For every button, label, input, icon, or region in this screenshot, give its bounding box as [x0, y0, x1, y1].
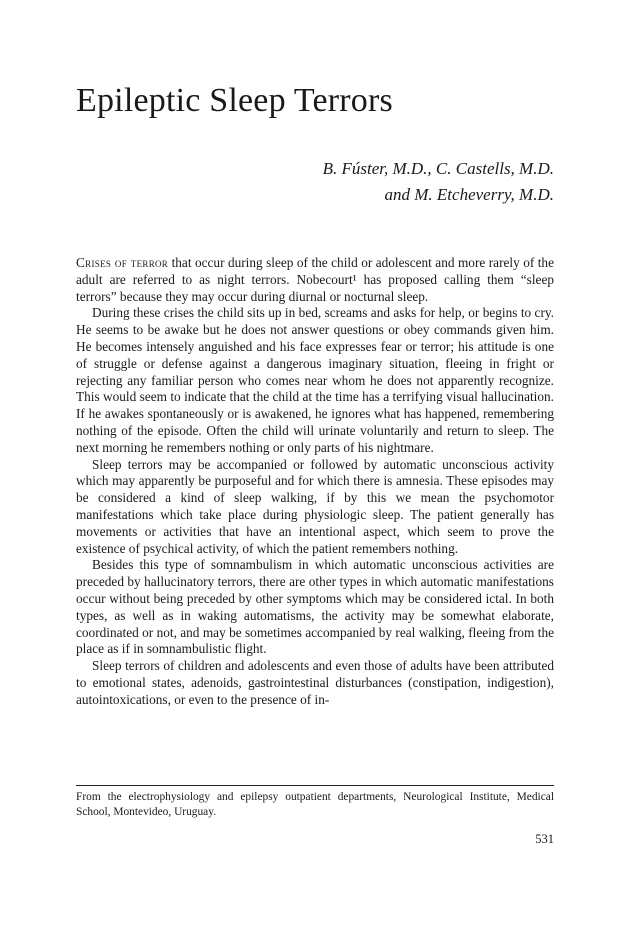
- author-line-2: and M. Etcheverry, M.D.: [384, 185, 554, 204]
- author-block: [323, 156, 554, 208]
- article-title: Epileptic Sleep Terrors: [76, 82, 393, 119]
- paragraph-1: [76, 255, 554, 305]
- paragraph-5: Sleep terrors of children and adolescents and even those of adults have been attributed to emotional states, adenoids, gastrointestinal disturbances (constipation, indigestion), autointoxications, or even to the presence of in-: [76, 658, 554, 707]
- page-number: 531: [535, 832, 554, 846]
- paragraph-4: Besides this type of somnambulism in which automatic unconscious activities are preceded by hallucinatory terrors, there are other types in which automatic manifestations occur without being preceded by other symptoms which may be considered ictal. In both types, as well as in waking automatisms, the activity may be somewhat elaborate, coordinated or not, and may be sometimes accompanied by real walking, fleeing from the place as if in somnambulistic flight.: [76, 557, 554, 657]
- footnote-divider: [76, 785, 554, 786]
- author-line-1: B. Fúster, M.D., C. Castells, M.D.: [322, 159, 554, 178]
- paragraph-1-text: that occur during sleep of the child or adolescent and more rarely of the adult are referred to as night terrors. Nobecourt¹ has proposed calling them “sleep terrors” because they may occur during diurnal or nocturnal sleep.: [76, 255, 554, 304]
- affiliation-footnote: From the electrophysiology and epilepsy outpatient departments, Neurological Institute, Medical School, Montevideo, Uruguay.: [76, 791, 554, 818]
- paragraph-2: During these crises the child sits up in bed, screams and asks for help, or begins to cry. He seems to be awake but he does not answer questions or obey commands given him. He becomes intensely anguished and his face expresses fear or terror; his attitude is one of struggle or defense against a dangerous imaginary situation, fleeing in fright or rejecting any familiar person who comes near whom he does not apparently recognize. This would seem to indicate that the child at the time has a terrifying visual hallucination. If he awakes spontaneously or is awakened, he ignores what has happened, remembering nothing of the episode. Often the child will urinate voluntarily and return to sleep. The next morning he remembers nothing or only parts of his nightmare.: [76, 305, 554, 455]
- lead-in-small-caps: Crises of terror: [76, 255, 169, 270]
- paragraph-3: Sleep terrors may be accompanied or followed by automatic unconscious activity which may apparently be purposeful and for which there is amnesia. These episodes may be considered a kind of sleep walking, if by this we mean the psychomotor manifestations which take place during physiologic sleep. The patient generally has movements or activities that have an intentional aspect, which seem to prove the existence of psychical activity, of which the patient remembers nothing.: [76, 456, 554, 556]
- article-body: [76, 255, 554, 709]
